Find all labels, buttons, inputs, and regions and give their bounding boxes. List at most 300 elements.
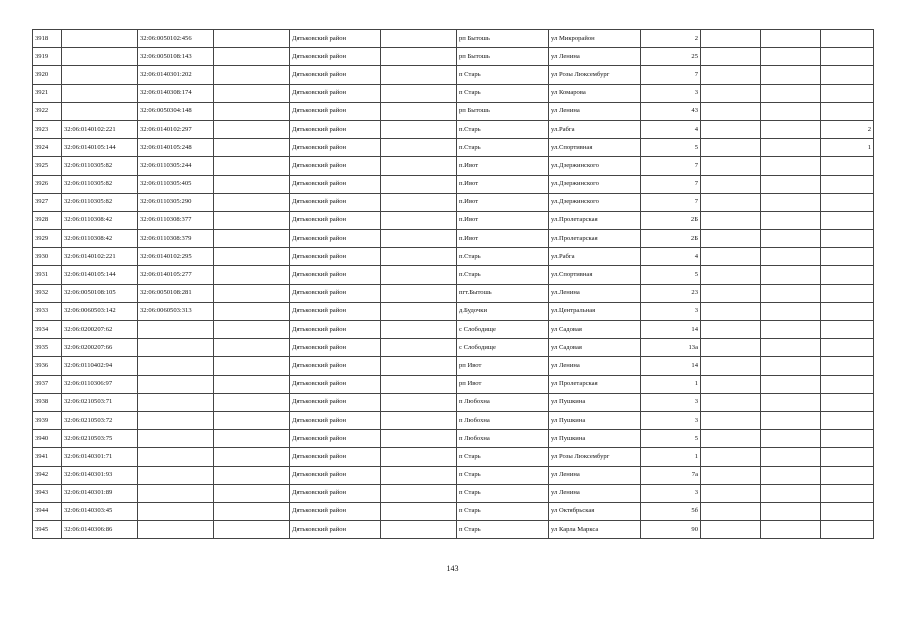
cell-district: Дятьковский район: [290, 66, 381, 84]
table-row: [33, 211, 874, 229]
cell-col-value: [821, 175, 874, 193]
cell-col-blank-4: [761, 284, 821, 302]
cell-col-blank-1: [214, 157, 290, 175]
cell-cadastral-object: 32:06:0140301:202: [138, 66, 214, 84]
cell-col-blank-4: [761, 302, 821, 320]
table-row: [33, 248, 874, 266]
cell-col-value: 2: [821, 120, 874, 138]
table-row: [33, 321, 874, 339]
cell-cadastral-parcel: 32:06:0060503:142: [62, 302, 138, 320]
cell-cadastral-parcel: 32:06:0110402:94: [62, 357, 138, 375]
cell-cadastral-object: 32:06:0110308:377: [138, 211, 214, 229]
cell-col-blank-2: [381, 502, 457, 520]
cell-row-number: 3930: [33, 248, 62, 266]
cell-settlement: п Любохна: [457, 393, 549, 411]
cell-cadastral-object: 32:06:0140105:277: [138, 266, 214, 284]
cell-row-number: 3941: [33, 448, 62, 466]
cell-row-number: 3945: [33, 521, 62, 539]
table-row: [33, 120, 874, 138]
cell-cadastral-parcel: [62, 84, 138, 102]
cell-house-number: 5: [641, 266, 701, 284]
cell-col-blank-3: [701, 357, 761, 375]
cell-street: ул Пушкина: [549, 430, 641, 448]
cell-col-value: [821, 466, 874, 484]
cell-col-value: [821, 375, 874, 393]
cell-col-value: [821, 502, 874, 520]
cell-cadastral-object: 32:06:0050102:456: [138, 30, 214, 48]
cell-settlement: п Любохна: [457, 411, 549, 429]
cell-cadastral-parcel: 32:06:0140102:221: [62, 248, 138, 266]
cell-cadastral-object: [138, 411, 214, 429]
cell-cadastral-parcel: 32:06:0140105:144: [62, 266, 138, 284]
cell-row-number: 3931: [33, 266, 62, 284]
cell-col-blank-3: [701, 175, 761, 193]
cell-street: ул Ленина: [549, 102, 641, 120]
cell-row-number: 3925: [33, 157, 62, 175]
cell-street: ул Пушкина: [549, 393, 641, 411]
cell-house-number: 4: [641, 248, 701, 266]
cell-cadastral-parcel: 32:06:0140301:71: [62, 448, 138, 466]
cell-col-value: [821, 157, 874, 175]
cell-col-blank-3: [701, 375, 761, 393]
cell-settlement: п Старь: [457, 521, 549, 539]
cell-district: Дятьковский район: [290, 302, 381, 320]
cell-col-blank-1: [214, 357, 290, 375]
cell-cadastral-object: 32:06:0110308:379: [138, 230, 214, 248]
cell-col-blank-1: [214, 48, 290, 66]
cell-settlement: рп Бытошь: [457, 30, 549, 48]
cell-house-number: 2Б: [641, 211, 701, 229]
cell-cadastral-object: 32:06:0050108:281: [138, 284, 214, 302]
cell-district: Дятьковский район: [290, 393, 381, 411]
cell-col-value: [821, 193, 874, 211]
cell-col-blank-2: [381, 102, 457, 120]
table-row: [33, 66, 874, 84]
cell-cadastral-object: [138, 393, 214, 411]
cell-col-blank-4: [761, 102, 821, 120]
cell-district: Дятьковский район: [290, 266, 381, 284]
cell-cadastral-object: 32:06:0140102:295: [138, 248, 214, 266]
cell-col-blank-2: [381, 357, 457, 375]
cell-row-number: 3938: [33, 393, 62, 411]
cell-col-blank-2: [381, 339, 457, 357]
cell-col-blank-2: [381, 375, 457, 393]
cell-district: Дятьковский район: [290, 48, 381, 66]
cell-row-number: 3939: [33, 411, 62, 429]
cell-row-number: 3918: [33, 30, 62, 48]
cell-house-number: 7: [641, 175, 701, 193]
cell-cadastral-object: [138, 430, 214, 448]
cell-col-blank-3: [701, 193, 761, 211]
cell-house-number: 7: [641, 157, 701, 175]
cell-house-number: 90: [641, 521, 701, 539]
cell-col-blank-4: [761, 448, 821, 466]
cell-district: Дятьковский район: [290, 375, 381, 393]
cell-col-value: [821, 102, 874, 120]
cell-col-blank-2: [381, 30, 457, 48]
cell-settlement: п Старь: [457, 466, 549, 484]
cell-col-blank-1: [214, 430, 290, 448]
cell-district: Дятьковский район: [290, 339, 381, 357]
cell-col-blank-2: [381, 175, 457, 193]
cell-col-blank-1: [214, 266, 290, 284]
cell-col-blank-3: [701, 321, 761, 339]
cell-col-blank-3: [701, 266, 761, 284]
cell-cadastral-parcel: 32:06:0110305:82: [62, 193, 138, 211]
cell-street: ул Садовая: [549, 339, 641, 357]
table-row: [33, 30, 874, 48]
cell-col-blank-2: [381, 66, 457, 84]
cell-col-blank-2: [381, 248, 457, 266]
cell-cadastral-object: 32:06:0110305:405: [138, 175, 214, 193]
table-row: [33, 393, 874, 411]
cell-settlement: п.Старь: [457, 248, 549, 266]
cell-row-number: 3940: [33, 430, 62, 448]
cell-col-blank-2: [381, 284, 457, 302]
cell-col-blank-3: [701, 139, 761, 157]
table-row: [33, 48, 874, 66]
cell-row-number: 3935: [33, 339, 62, 357]
cell-house-number: 14: [641, 357, 701, 375]
cell-col-value: [821, 30, 874, 48]
cell-col-blank-1: [214, 102, 290, 120]
cell-street: ул.Рабга: [549, 248, 641, 266]
cell-house-number: 7: [641, 66, 701, 84]
cell-settlement: п.Старь: [457, 139, 549, 157]
table-row: [33, 266, 874, 284]
cell-col-blank-4: [761, 120, 821, 138]
cell-cadastral-object: [138, 484, 214, 502]
cell-col-blank-1: [214, 284, 290, 302]
cell-settlement: п.Ивот: [457, 157, 549, 175]
cell-col-value: [821, 284, 874, 302]
cell-street: ул Пушкина: [549, 411, 641, 429]
cell-street: ул Карла Маркса: [549, 521, 641, 539]
cell-cadastral-object: 32:06:0140102:297: [138, 120, 214, 138]
cell-street: ул Комарова: [549, 84, 641, 102]
cell-cadastral-object: [138, 375, 214, 393]
cell-district: Дятьковский район: [290, 211, 381, 229]
cell-col-blank-2: [381, 266, 457, 284]
table-row: [33, 302, 874, 320]
cell-settlement: п Старь: [457, 66, 549, 84]
cell-cadastral-parcel: 32:06:0200207:62: [62, 321, 138, 339]
cell-row-number: 3921: [33, 84, 62, 102]
cell-street: ул Пролетарская: [549, 375, 641, 393]
cell-col-blank-3: [701, 30, 761, 48]
cell-settlement: п Старь: [457, 448, 549, 466]
cell-col-blank-2: [381, 157, 457, 175]
cell-col-value: [821, 448, 874, 466]
cell-col-blank-4: [761, 466, 821, 484]
cell-col-blank-4: [761, 393, 821, 411]
cell-row-number: 3923: [33, 120, 62, 138]
cell-col-blank-1: [214, 66, 290, 84]
cell-street: ул.Дзержинского: [549, 175, 641, 193]
cell-settlement: д.Будочки: [457, 302, 549, 320]
cell-row-number: 3936: [33, 357, 62, 375]
cell-col-value: [821, 321, 874, 339]
cell-col-blank-2: [381, 302, 457, 320]
cell-col-blank-1: [214, 302, 290, 320]
cell-settlement: п.Ивот: [457, 193, 549, 211]
cell-settlement: п.Ивот: [457, 175, 549, 193]
cell-col-blank-2: [381, 321, 457, 339]
cell-settlement: п.Ивот: [457, 211, 549, 229]
cell-col-blank-3: [701, 339, 761, 357]
cell-row-number: 3933: [33, 302, 62, 320]
cell-col-blank-3: [701, 302, 761, 320]
cell-cadastral-parcel: [62, 30, 138, 48]
cell-house-number: 3: [641, 393, 701, 411]
page-number: 143: [446, 564, 459, 573]
cell-cadastral-object: [138, 321, 214, 339]
cell-col-value: [821, 302, 874, 320]
cell-col-blank-1: [214, 339, 290, 357]
cell-col-blank-3: [701, 411, 761, 429]
cell-district: Дятьковский район: [290, 521, 381, 539]
cell-col-blank-1: [214, 84, 290, 102]
cell-col-blank-4: [761, 193, 821, 211]
cell-col-blank-1: [214, 521, 290, 539]
cell-col-blank-4: [761, 266, 821, 284]
cell-cadastral-object: [138, 502, 214, 520]
cell-col-value: [821, 248, 874, 266]
cell-col-blank-1: [214, 248, 290, 266]
table-row: [33, 502, 874, 520]
cell-street: ул Октябрьская: [549, 502, 641, 520]
cell-col-blank-3: [701, 120, 761, 138]
cell-col-blank-3: [701, 157, 761, 175]
cell-house-number: 3: [641, 484, 701, 502]
cell-col-blank-4: [761, 175, 821, 193]
cell-street: ул.Пролетарская: [549, 211, 641, 229]
cell-cadastral-parcel: 32:06:0210503:75: [62, 430, 138, 448]
cell-house-number: 23: [641, 284, 701, 302]
cell-col-blank-1: [214, 375, 290, 393]
cell-street: ул.Спортивная: [549, 139, 641, 157]
cell-house-number: 2Б: [641, 230, 701, 248]
cell-cadastral-parcel: 32:06:0140301:89: [62, 484, 138, 502]
cell-cadastral-parcel: 32:06:0140303:45: [62, 502, 138, 520]
cell-cadastral-object: [138, 466, 214, 484]
cell-col-blank-4: [761, 48, 821, 66]
cell-district: Дятьковский район: [290, 120, 381, 138]
cell-cadastral-parcel: 32:06:0140102:221: [62, 120, 138, 138]
cell-col-blank-2: [381, 230, 457, 248]
cell-house-number: 2: [641, 30, 701, 48]
cell-cadastral-object: 32:06:0110305:290: [138, 193, 214, 211]
table-row: [33, 102, 874, 120]
cell-house-number: 3: [641, 84, 701, 102]
cell-col-blank-1: [214, 321, 290, 339]
cell-street: ул.Спортивная: [549, 266, 641, 284]
cell-district: Дятьковский район: [290, 448, 381, 466]
cell-house-number: 4: [641, 120, 701, 138]
cell-street: ул Садовая: [549, 321, 641, 339]
cell-col-blank-3: [701, 448, 761, 466]
cell-row-number: 3929: [33, 230, 62, 248]
cell-col-blank-2: [381, 411, 457, 429]
cell-house-number: 5б: [641, 502, 701, 520]
cell-col-blank-1: [214, 175, 290, 193]
cell-cadastral-object: [138, 339, 214, 357]
cell-street: ул.Ленина: [549, 284, 641, 302]
cell-settlement: п.Старь: [457, 266, 549, 284]
cell-col-value: [821, 521, 874, 539]
cell-col-blank-1: [214, 139, 290, 157]
cell-col-blank-4: [761, 357, 821, 375]
cell-row-number: 3922: [33, 102, 62, 120]
table-row: [33, 484, 874, 502]
cell-col-value: [821, 48, 874, 66]
cell-col-blank-1: [214, 393, 290, 411]
cell-street: ул Ленина: [549, 48, 641, 66]
cell-col-value: [821, 430, 874, 448]
cell-district: Дятьковский район: [290, 175, 381, 193]
cell-col-blank-4: [761, 230, 821, 248]
cell-col-blank-3: [701, 393, 761, 411]
table-row: [33, 411, 874, 429]
cell-district: Дятьковский район: [290, 502, 381, 520]
cell-settlement: п Любохна: [457, 430, 549, 448]
cell-col-blank-3: [701, 48, 761, 66]
cell-row-number: 3932: [33, 284, 62, 302]
cell-district: Дятьковский район: [290, 411, 381, 429]
cell-col-blank-4: [761, 30, 821, 48]
cell-cadastral-object: [138, 521, 214, 539]
cell-district: Дятьковский район: [290, 30, 381, 48]
cell-district: Дятьковский район: [290, 230, 381, 248]
cell-cadastral-parcel: 32:06:0210503:72: [62, 411, 138, 429]
cell-col-blank-2: [381, 193, 457, 211]
cell-row-number: 3943: [33, 484, 62, 502]
cell-street: ул Ленина: [549, 357, 641, 375]
cell-col-value: [821, 339, 874, 357]
table-row: [33, 84, 874, 102]
cell-street: ул.Рабга: [549, 120, 641, 138]
table-row: [33, 466, 874, 484]
cell-house-number: 5: [641, 430, 701, 448]
cell-col-blank-2: [381, 84, 457, 102]
cell-row-number: 3926: [33, 175, 62, 193]
cell-house-number: 7а: [641, 466, 701, 484]
cell-col-value: [821, 230, 874, 248]
cell-settlement: рп Бытошь: [457, 102, 549, 120]
cell-district: Дятьковский район: [290, 84, 381, 102]
cell-cadastral-parcel: [62, 48, 138, 66]
cell-col-blank-4: [761, 139, 821, 157]
cell-col-value: [821, 66, 874, 84]
cell-col-blank-4: [761, 521, 821, 539]
cell-col-blank-1: [214, 230, 290, 248]
cell-house-number: 43: [641, 102, 701, 120]
cell-street: ул.Дзержинского: [549, 157, 641, 175]
cell-col-blank-3: [701, 502, 761, 520]
cell-settlement: рп Ивот: [457, 375, 549, 393]
registry-table: [32, 29, 874, 539]
cell-col-value: [821, 211, 874, 229]
cell-col-value: [821, 357, 874, 375]
cell-house-number: 1: [641, 448, 701, 466]
table-row: [33, 448, 874, 466]
table-row: [33, 230, 874, 248]
cell-col-blank-4: [761, 157, 821, 175]
cell-col-blank-3: [701, 284, 761, 302]
cell-col-blank-2: [381, 448, 457, 466]
cell-cadastral-object: 32:06:0140308:174: [138, 84, 214, 102]
cell-col-value: [821, 393, 874, 411]
cell-col-blank-2: [381, 48, 457, 66]
cell-settlement: пгт.Бытошь: [457, 284, 549, 302]
cell-col-blank-1: [214, 120, 290, 138]
cell-col-blank-2: [381, 466, 457, 484]
cell-cadastral-parcel: 32:06:0200207:66: [62, 339, 138, 357]
cell-street: ул Ленина: [549, 466, 641, 484]
cell-col-blank-1: [214, 448, 290, 466]
cell-settlement: п.Старь: [457, 120, 549, 138]
cell-cadastral-parcel: 32:06:0210503:71: [62, 393, 138, 411]
cell-row-number: 3944: [33, 502, 62, 520]
cell-house-number: 5: [641, 139, 701, 157]
cell-settlement: с Слободище: [457, 339, 549, 357]
cell-house-number: 3: [641, 302, 701, 320]
cell-district: Дятьковский район: [290, 248, 381, 266]
cell-col-blank-2: [381, 139, 457, 157]
cell-col-value: [821, 484, 874, 502]
cell-street: ул.Центральная: [549, 302, 641, 320]
cell-col-blank-4: [761, 339, 821, 357]
cell-col-blank-4: [761, 411, 821, 429]
cell-col-blank-3: [701, 484, 761, 502]
cell-col-blank-2: [381, 521, 457, 539]
cell-row-number: 3928: [33, 211, 62, 229]
cell-col-blank-4: [761, 321, 821, 339]
cell-col-blank-1: [214, 211, 290, 229]
cell-col-blank-3: [701, 102, 761, 120]
cell-row-number: 3919: [33, 48, 62, 66]
cell-district: Дятьковский район: [290, 139, 381, 157]
cell-col-blank-4: [761, 430, 821, 448]
cell-col-blank-4: [761, 211, 821, 229]
cell-col-blank-4: [761, 248, 821, 266]
cell-settlement: п.Ивот: [457, 230, 549, 248]
table-row: [33, 284, 874, 302]
cell-settlement: п Старь: [457, 502, 549, 520]
cell-street: ул Микрорайон: [549, 30, 641, 48]
cell-district: Дятьковский район: [290, 430, 381, 448]
cell-house-number: 25: [641, 48, 701, 66]
cell-street: ул Ленина: [549, 484, 641, 502]
cell-house-number: 7: [641, 193, 701, 211]
cell-cadastral-object: 32:06:0140105:248: [138, 139, 214, 157]
table-row: [33, 139, 874, 157]
cell-row-number: 3924: [33, 139, 62, 157]
cell-house-number: 1: [641, 375, 701, 393]
cell-col-blank-1: [214, 30, 290, 48]
cell-col-blank-1: [214, 411, 290, 429]
cell-cadastral-parcel: 32:06:0140306:86: [62, 521, 138, 539]
cell-col-blank-3: [701, 430, 761, 448]
cell-settlement: п Старь: [457, 84, 549, 102]
cell-col-blank-2: [381, 484, 457, 502]
cell-cadastral-object: 32:06:0050304:148: [138, 102, 214, 120]
cell-col-value: 1: [821, 139, 874, 157]
cell-col-blank-2: [381, 211, 457, 229]
cell-cadastral-parcel: 32:06:0110308:42: [62, 230, 138, 248]
cell-col-blank-1: [214, 502, 290, 520]
cell-cadastral-parcel: [62, 66, 138, 84]
